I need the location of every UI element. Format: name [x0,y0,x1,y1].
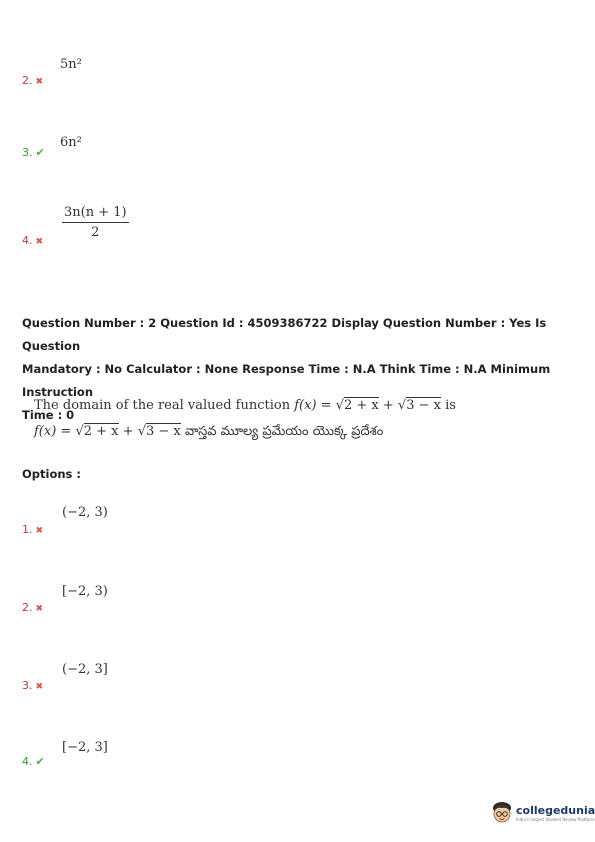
option-2-label: 2. [22,601,33,614]
option-3-text: (−2, 3] [62,662,108,677]
question-meta-line-3: Time : 0 [22,408,75,422]
option-4-number [22,755,45,768]
radicand-1: 2 + x [343,398,379,413]
question-text-telugu: f(x) = √2 + x + √3 − x వాస్తవ మూల్య ప్రమేయం యొక్క ప్రదేశం [34,424,384,439]
plus-sign-telugu: + [118,424,138,439]
prev-option-2-number [22,74,43,87]
cross-icon: ✖ [35,526,44,536]
options-label: Options : [22,467,81,481]
prev-option-3-label: 3. [22,146,33,159]
prev-option-3-number [22,146,45,159]
plus-sign: + [378,398,398,413]
question-text-suffix: is [440,398,456,413]
radicand-1-telugu: 2 + x [83,424,119,439]
prev-option-2-text: 5n² [60,57,82,72]
function-expression: f(x) = [294,398,336,413]
question-text-telugu-suffix: వాస్తవ మూల్య ప్రమేయం యొక్క ప్రదేశం [180,424,384,439]
option-1-text: (−2, 3) [62,505,108,520]
prev-option-3-text: 6n² [60,135,82,150]
cross-icon: ✖ [35,682,44,692]
cross-icon: ✖ [35,604,44,614]
question-meta-line-2: Mandatory : No Calculator : None Response Time : N.A Think Time : N.A Minimum Instruction [22,362,551,399]
question-meta-line-1: Question Number : 2 Question Id : 4509386722 Display Question Number : Yes Is Question [22,316,547,353]
fraction-denominator: 2 [91,225,100,240]
option-3-label: 3. [22,679,33,692]
logo-name: collegedunia [516,804,595,817]
prev-option-4-fraction [62,205,129,240]
cross-icon: ✖ [35,77,44,87]
option-1-label: 1. [22,523,33,536]
prev-option-2-label: 2. [22,74,33,87]
question-text-english: The domain of the real valued function f(x) = √2 + x + √3 − x is [34,398,456,413]
option-3-number [22,679,43,692]
mascot-icon [491,800,513,826]
fraction-numerator: 3n(n + 1) [62,205,129,223]
question-text-prefix: The domain of the real valued function [34,398,295,413]
prev-option-4-number [22,234,43,247]
collegedunia-logo [491,800,595,826]
option-2-text: [−2, 3) [62,584,108,599]
cross-icon: ✖ [35,237,44,247]
option-4-text: [−2, 3] [62,740,108,755]
option-2-number [22,601,43,614]
option-4-label: 4. [22,755,33,768]
option-1-number [22,523,43,536]
radicand-2-telugu: 3 − x [145,424,181,439]
radicand-2: 3 − x [406,398,441,413]
checkmark-icon: ✔ [35,146,45,159]
logo-tagline: India's largest Student Review Platform [516,817,595,822]
prev-option-4-label: 4. [22,234,33,247]
checkmark-icon: ✔ [35,755,45,768]
function-expression-telugu: f(x) = [34,424,76,439]
